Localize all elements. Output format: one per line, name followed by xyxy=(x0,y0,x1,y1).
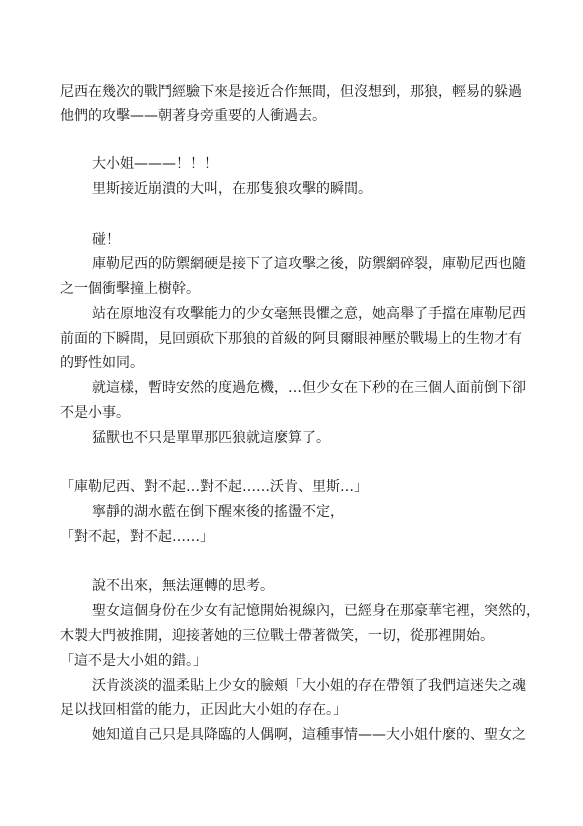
text-line: 尼西在幾次的戰鬥經驗下來是接近合作無間，但沒想到，那狼，輕易的躲過 xyxy=(60,84,522,100)
text-line: 她知道自己只是具降臨的人偶啊，這種事情——大小姐什麼的、聖女之 xyxy=(92,727,526,743)
text-line: 大小姐———！！！ xyxy=(92,156,218,172)
text-line: 就這樣，暫時安然的度過危機，…但少女在下秒的在三個人面前倒下卻 xyxy=(92,380,526,396)
text-line: 前面的下瞬間，見回頭砍下那狼的首級的阿貝爾眼神壓於戰場上的生物才有 xyxy=(60,331,522,347)
text-line: 他們的攻擊——朝著身旁重要的人衝過去。 xyxy=(60,108,326,124)
text-line: 碰！ xyxy=(92,232,120,248)
text-line: 寧靜的湖水藍在倒下醒來後的搖盪不定， xyxy=(92,504,344,520)
text-line: 沃肯淡淡的溫柔貼上少女的臉頰「大小姐的存在帶領了我們這迷失之魂 xyxy=(92,678,526,694)
text-line: 庫勒尼西的防禦網硬是接下了這攻擊之後，防禦網碎裂，庫勒尼西也隨 xyxy=(92,256,526,272)
text-line: 說不出來，無法運轉的思考。 xyxy=(92,578,274,594)
dialogue-line: 「對不起，對不起……」 xyxy=(60,529,214,545)
text-line: 的野性如同。 xyxy=(60,355,144,371)
dialogue-line: 「這不是大小姐的錯。」 xyxy=(60,653,207,669)
text-line: 站在原地沒有攻擊能力的少女毫無畏懼之意，她高舉了手擋在庫勒尼西 xyxy=(92,306,526,322)
text-line: 之一個衝擊撞上樹幹。 xyxy=(60,281,200,297)
text-line: 聖女這個身份在少女有記憶開始視線內，已經身在那豪華宅裡，突然的， xyxy=(92,603,540,619)
text-line: 不是小事。 xyxy=(60,405,130,421)
text-line: 里斯接近崩潰的大叫，在那隻狼攻擊的瞬間。 xyxy=(92,181,372,197)
text-line: 足以找回相當的能力，正因此大小姐的存在。」 xyxy=(60,702,347,718)
text-line: 猛獸也不只是單單那匹狼就這麼算了。 xyxy=(92,430,330,446)
text-line: 木製大門被推開，迎接著她的三位戰士帶著微笑，一切，從那裡開始。 xyxy=(60,628,494,644)
dialogue-line: 「庫勒尼西、對不起…對不起……沃肯、里斯…」 xyxy=(60,479,368,495)
